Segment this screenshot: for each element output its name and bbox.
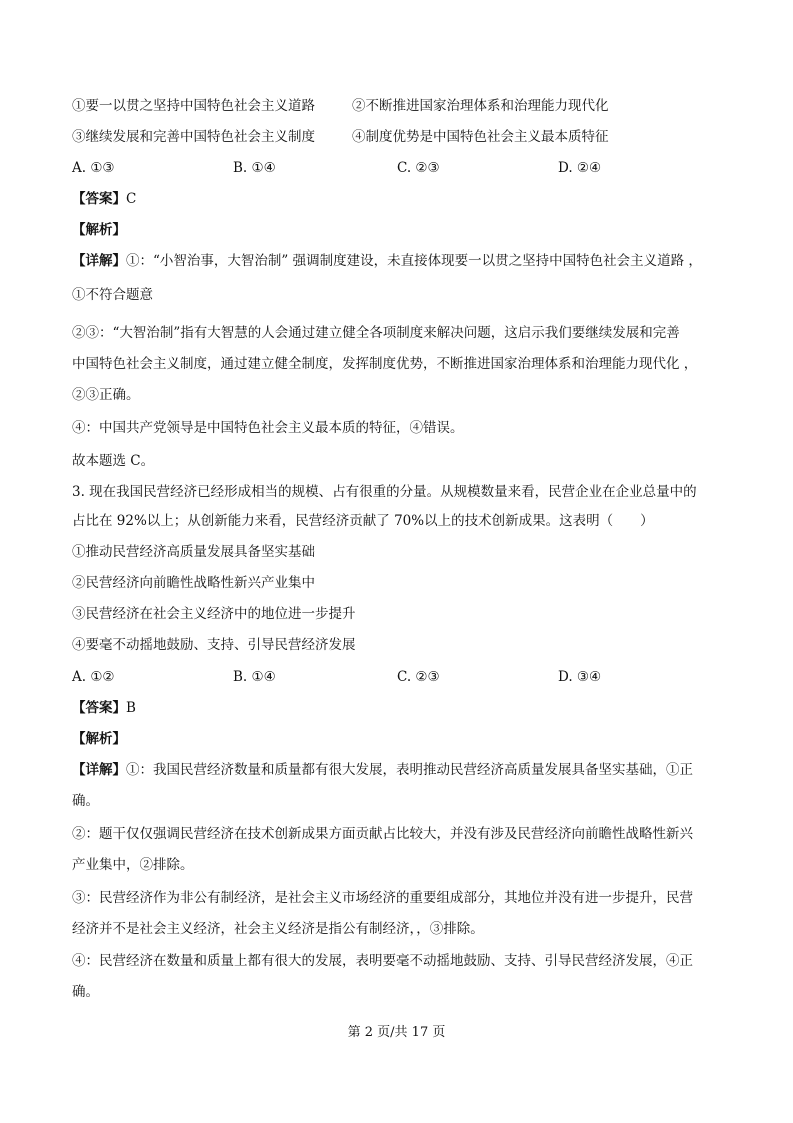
analysis-label: 【解析】	[72, 222, 126, 238]
detail-text: ②③正确。	[72, 387, 140, 403]
option-a: A. ①②	[72, 669, 115, 685]
detail-text: ③：民营经济作为非公有制经济，是社会主义市场经济的重要组成部分，其地位并没有进一步提升，民营	[72, 890, 693, 906]
statement-2: ②不断推进国家治理体系和治理能力现代化	[352, 98, 609, 114]
detail-text: 中国特色社会主义制度，通过建立健全制度，发挥制度优势，不断推进国家治理体系和治理能力现代化 ，	[72, 356, 698, 372]
detail-text: 确。	[72, 793, 99, 809]
answer-line	[72, 189, 732, 209]
page-indicator: 第 2 页/共 17 页	[347, 1025, 446, 1040]
answer-value: C	[126, 191, 137, 207]
detail-text: ①不符合题意	[72, 287, 153, 303]
detail-text: ①：“小智治事，大智治制” 强调制度建设，未直接体现要一以贯之坚持中国特色社会主义道路 ，	[126, 253, 702, 269]
detail-text: ④：民营经济在数量和质量上都有很大的发展，表明要毫不动摇地鼓励、支持、引导民营经济发展，④正	[72, 953, 693, 969]
analysis-label: 【解析】	[72, 731, 126, 747]
option-d: D. ②④	[558, 160, 602, 176]
detail-text: ④：中国共产党领导是中国特色社会主义最本质的特征，④错误。	[72, 420, 464, 436]
option-b: B. ①④	[233, 160, 276, 176]
statement-4: ④要毫不动摇地鼓励、支持、引导民营经济发展	[72, 637, 356, 653]
detail-text: 产业集中，②排除。	[72, 857, 194, 873]
detail-text: ①：我国民营经济数量和质量都有很大发展，表明推动民营经济高质量发展具备坚实基础，①正	[126, 762, 693, 778]
answer-label: 【答案】	[72, 700, 126, 716]
option-c: C. ②③	[397, 160, 440, 176]
answer-line	[72, 698, 732, 718]
detail-text: ②③：“大智治制”指有大智慧的人会通过建立健全各项制度来解决问题，这启示我们要继续发展和完善	[72, 325, 680, 341]
detail-text: 确。	[72, 984, 99, 1000]
option-b: B. ①④	[233, 669, 276, 685]
statement-3: ③民营经济在社会主义经济中的地位进一步提升	[72, 606, 356, 622]
detail-line	[72, 251, 732, 271]
detail-label: 【详解】	[72, 253, 126, 269]
statement-2: ②民营经济向前瞻性战略性新兴产业集中	[72, 575, 315, 591]
statement-1: ①要一以贯之坚持中国特色社会主义道路	[72, 98, 315, 114]
statement-1: ①推动民营经济高质量发展具备坚实基础	[72, 544, 315, 560]
statement-3: ③继续发展和完善中国特色社会主义制度	[72, 129, 315, 145]
answer-label: 【答案】	[72, 191, 126, 207]
option-d: D. ③④	[558, 669, 602, 685]
option-a: A. ①③	[72, 160, 115, 176]
statement-4: ④制度优势是中国特色社会主义最本质特征	[352, 129, 609, 145]
question-stem: 3. 现在我国民营经济已经形成相当的规模、占有很重的分量。从规模数量来看，民营企业在企业总量中的	[72, 484, 697, 500]
detail-label: 【详解】	[72, 762, 126, 778]
detail-line	[72, 760, 732, 780]
option-c: C. ②③	[397, 669, 440, 685]
detail-text: ②：题干仅仅强调民营经济在技术创新成果方面贡献占比较大，并没有涉及民营经济向前瞻性战略性新兴	[72, 826, 693, 842]
detail-text: 经济并不是社会主义经济，社会主义经济是指公有制经济，，③排除。	[72, 921, 484, 937]
conclusion: 故本题选 C。	[72, 453, 155, 469]
answer-value: B	[126, 700, 136, 716]
question-stem: 占比在 92%以上；从创新能力来看，民营经济贡献了 70%以上的技术创新成果。这表明（ ）	[72, 513, 654, 529]
